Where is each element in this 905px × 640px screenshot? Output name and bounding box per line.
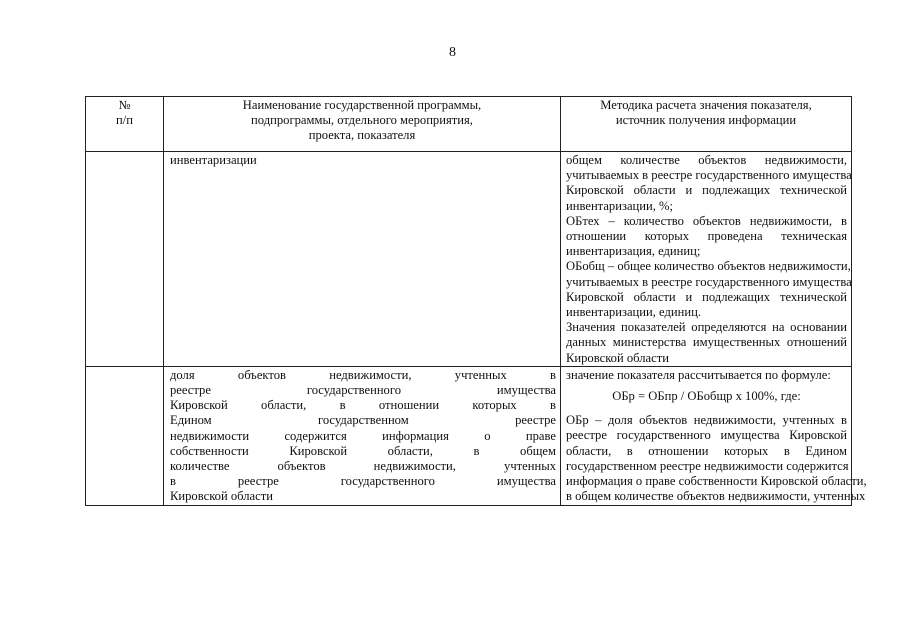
method-line: области, в отношении которых в Едином <box>566 443 847 458</box>
method-cell <box>561 366 867 505</box>
indicator-name-line: в реестре государственного имущества <box>170 474 556 489</box>
table-row <box>86 366 852 505</box>
header-name-line: Наименование государственной программы, <box>242 98 482 112</box>
header-name-line: проекта, показателя <box>308 128 416 143</box>
method-intro: значение показателя рассчитывается по формуле: <box>566 367 831 382</box>
method-line: Значения показателей определяются на основании <box>566 320 847 335</box>
method-line: ОБр – доля объектов недвижимости, учтенных в <box>566 413 847 428</box>
method-line: отношении которых проведена техническая <box>566 229 847 244</box>
method-line: учитываемых в реестре государственного имущества <box>566 168 852 183</box>
header-method-line: Методика расчета значения показателя, <box>600 98 812 112</box>
table-row <box>86 152 852 367</box>
indicator-name-line: Кировской области <box>170 489 273 504</box>
method-line: инвентаризации, %; <box>566 198 674 213</box>
indicator-name-cell <box>164 366 561 505</box>
method-line: инвентаризация, единиц; <box>566 244 701 259</box>
indicator-name-line: Едином государственном реестре <box>170 413 556 428</box>
indicator-name: инвентаризации <box>170 153 257 167</box>
indicator-name-line: доля объектов недвижимости, учтенных в <box>170 367 556 382</box>
header-number-line: № <box>118 98 131 112</box>
method-line: ОБтех – количество объектов недвижимости, в <box>566 213 847 228</box>
indicator-name-cell <box>164 152 561 367</box>
header-method-line: источник получения информации <box>615 113 797 128</box>
indicator-name-line: Кировской области, в отношении которых в <box>170 398 556 413</box>
method-line: Кировской области и подлежащих технической <box>566 289 847 304</box>
indicator-table <box>85 96 867 506</box>
page-number: 8 <box>449 45 456 60</box>
indicator-name-line: количестве объектов недвижимости, учтенных <box>170 459 556 474</box>
method-line: государственном реестре недвижимости содержится <box>566 458 849 473</box>
formula: ОБр = ОБпр / ОБобщр х 100%, где: <box>612 389 801 404</box>
method-cell <box>561 152 852 367</box>
method-line: общем количестве объектов недвижимости, <box>566 153 847 167</box>
header-method <box>561 97 852 152</box>
method-line: Кировской области и подлежащих технической <box>566 183 847 198</box>
method-line: учитываемых в реестре государственного имущества <box>566 274 852 289</box>
method-line: информация о праве собственности Кировской области, <box>566 474 867 489</box>
method-line: ОБобщ – общее количество объектов недвижимости, <box>566 259 851 274</box>
indicator-name-line: реестре государственного имущества <box>170 383 556 398</box>
header-name-line: подпрограммы, отдельного мероприятия, <box>251 113 473 128</box>
header-number-line: п/п <box>116 113 133 128</box>
row-number-cell <box>86 366 164 505</box>
method-line: инвентаризации, единиц. <box>566 305 701 320</box>
header-name <box>164 97 561 152</box>
method-line: данных министерства имущественных отношений <box>566 335 847 350</box>
method-line: в общем количестве объектов недвижимости, учтенных <box>566 489 866 504</box>
table-header-row <box>86 97 852 152</box>
method-line: реестре государственного имущества Кировской <box>566 428 847 443</box>
indicator-name-line: собственности Кировской области, в общем <box>170 443 556 458</box>
header-number <box>86 97 164 152</box>
row-number-cell <box>86 152 164 367</box>
method-line: Кировской области <box>566 350 669 365</box>
indicator-name-line: недвижимости содержится информация о праве <box>170 428 556 443</box>
